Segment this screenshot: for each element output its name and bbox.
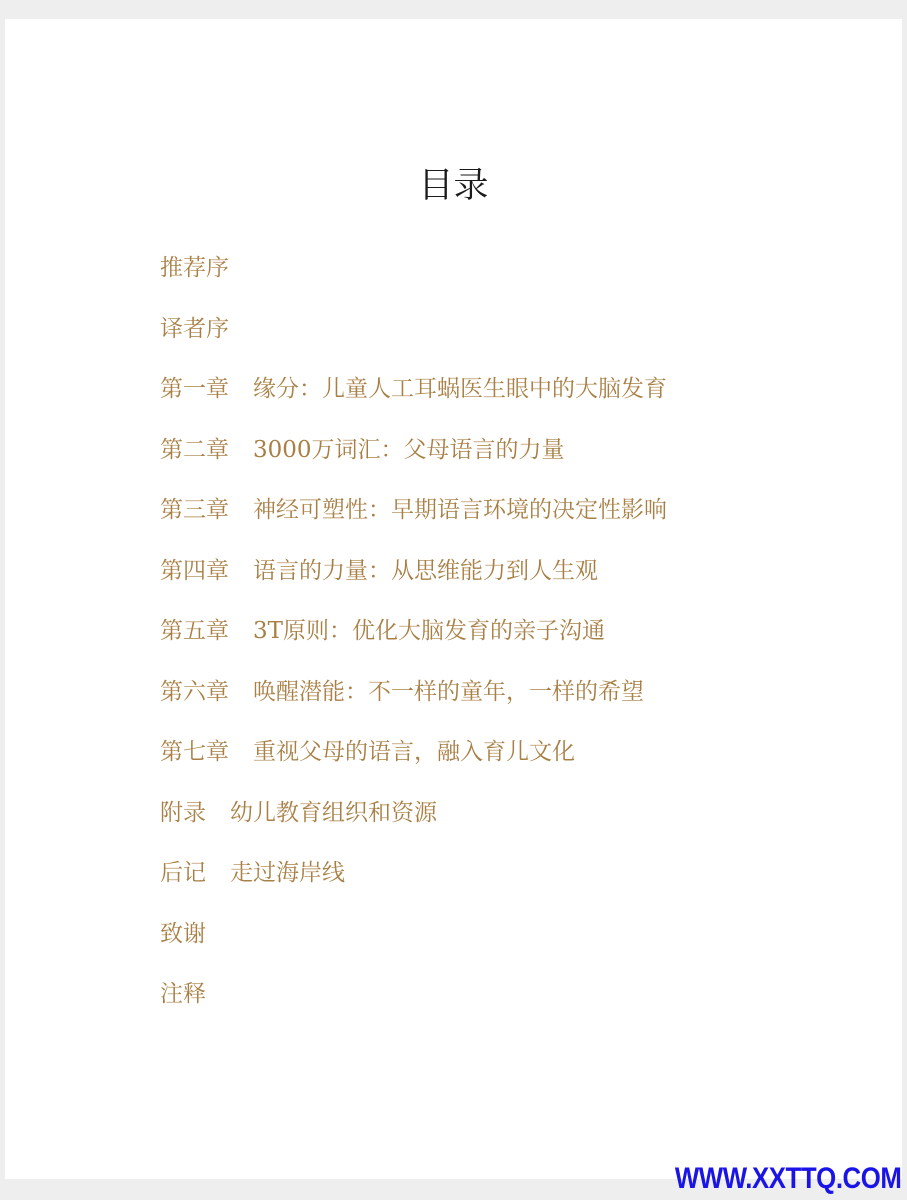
toc-item-acknowledgements[interactable] [160, 916, 667, 977]
toc-item-afterword[interactable] [160, 855, 667, 916]
toc-item-label: 第三章 [160, 497, 229, 523]
toc-item-chapter-2[interactable] [160, 432, 667, 493]
toc-item-chapter-5[interactable] [160, 613, 667, 674]
toc-item-title: 语言的力量：从思维能力到人生观 [253, 557, 598, 584]
toc-item-chapter-1[interactable] [160, 371, 667, 432]
toc-item-label: 后记 [160, 860, 206, 886]
toc-item-preface-recommend[interactable] [160, 250, 667, 311]
toc-item-title: 3000万词汇：父母语言的力量 [253, 436, 565, 463]
toc-item-preface-translator[interactable] [160, 311, 667, 372]
toc-item-notes[interactable] [160, 976, 667, 1037]
site-watermark: WWW.XXTTQ.COM [674, 1162, 901, 1195]
toc-item-chapter-6[interactable] [160, 674, 667, 735]
toc-item-label: 译者序 [160, 315, 229, 342]
toc-item-label: 第一章 [160, 376, 229, 402]
toc-item-label: 注释 [160, 981, 206, 1007]
toc-item-label: 第四章 [160, 557, 229, 584]
toc-item-title: 走过海岸线 [230, 860, 345, 886]
toc-item-label: 第七章 [160, 739, 229, 765]
toc-item-label: 第六章 [160, 678, 229, 705]
toc-item-label: 第五章 [160, 618, 229, 644]
toc-item-title: 重视父母的语言，融入育儿文化 [253, 739, 575, 765]
toc-item-title: 唤醒潜能：不一样的童年，一样的希望 [253, 678, 644, 705]
toc-item-chapter-7[interactable] [160, 734, 667, 795]
toc-item-title: 缘分：儿童人工耳蜗医生眼中的大脑发育 [253, 376, 667, 402]
toc-item-title: 幼儿教育组织和资源 [230, 799, 437, 826]
toc-item-chapter-3[interactable] [160, 492, 667, 553]
toc-item-title: 3T原则：优化大脑发育的亲子沟通 [253, 618, 605, 644]
toc-item-appendix[interactable] [160, 795, 667, 856]
page-title: 目录 [418, 166, 489, 206]
toc-item-label: 第二章 [160, 436, 229, 463]
table-of-contents [160, 250, 667, 1037]
toc-item-chapter-4[interactable] [160, 553, 667, 614]
toc-item-label: 附录 [160, 799, 206, 826]
toc-item-title: 神经可塑性：早期语言环境的决定性影响 [253, 497, 667, 523]
toc-item-label: 推荐序 [160, 255, 229, 281]
toc-item-label: 致谢 [160, 920, 206, 947]
